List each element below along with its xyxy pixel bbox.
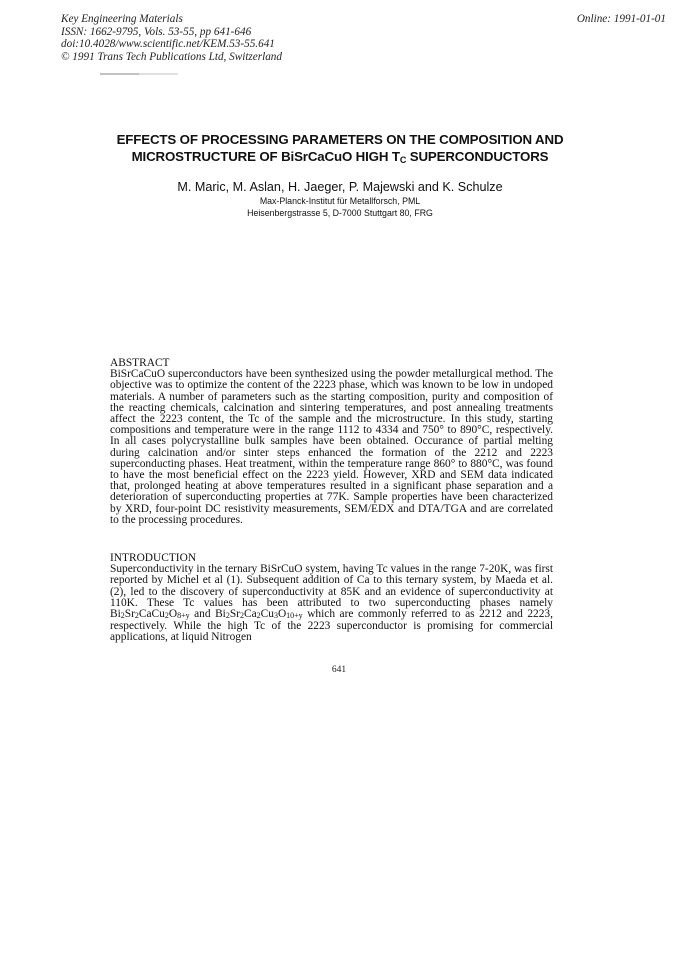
introduction-heading: INTRODUCTION — [110, 552, 197, 564]
doi-link[interactable]: doi:10.4028/www.scientific.net/KEM.53-55.641 — [61, 38, 275, 51]
introduction-text — [110, 564, 553, 643]
title-line-2 — [70, 149, 610, 169]
journal-header — [61, 13, 282, 63]
intro-text-3: which are commonly referred to as 2212 and 2223, respectively. While the high Tc of the 2223 superconductor is promising for commercial applications, at liquid Nitrogen — [110, 608, 553, 644]
authors: M. Maric, M. Aslan, H. Jaeger, P. Majewski and K. Schulze — [177, 180, 503, 194]
affiliation-line-1: Max-Planck-Institut für Metallforsch, PML — [259, 196, 421, 206]
copyright-line: © 1991 Trans Tech Publications Ltd, Switzerland — [61, 50, 282, 63]
formula-2212: $Bi_2Sr_2CaCu_2O_{8+y}$ — [110, 608, 190, 621]
abstract-heading: ABSTRACT — [110, 357, 170, 369]
page-number: 641 — [331, 665, 347, 675]
title-line-1: EFFECTS OF PROCESSING PARAMETERS ON THE COMPOSITION AND — [116, 132, 564, 147]
journal-name: Key Engineering Materials — [61, 13, 183, 25]
formula-2223: $Bi_2Sr_2Ca_2Cu_3O_{10+y}$ — [215, 608, 303, 621]
intro-text-2: and — [189, 608, 216, 621]
online-date: Online: 1991-01-01 — [576, 13, 666, 25]
abstract-section — [110, 358, 553, 526]
title-line-2-end: SUPERCONDUCTORS — [406, 148, 549, 164]
title-line-2-start: MICROSTRUCTURE OF BiSrCaCuO HIGH T — [131, 148, 400, 164]
scan-artifact — [100, 73, 178, 75]
intro-text-1: Superconductivity in the ternary BiSrCuO system, having Tc values in the range 7-20K, was first reported by Michel et al (1). Subsequent addition of Ca to this ternary system, by Maeda et al. (2), led to the discovery of superconductivity at 85K and an evidence of superconductivity at 110K. These Tc values has been attributed to two superconducting phases namely — [110, 563, 553, 609]
abstract-text: BiSrCaCuO superconductors have been synthesized using the powder metallurgical method. The objective was to optimize the content of the 2223 phase, which was known to be low in undoped materials. A number of parameters such as the starting composition, purity and composition of the reacting chemicals, calcination and sintering temperatures, and post annealing treatments affect the 2223 content, the Tc of the sample and the microstructure. In this study, starting compositions and temperature were in the range 1112 to 4334 and 750° to 890°C, respectively. In all cases polycrystalline bulk samples have been obtained. Occurance of partial melting during calcination and/or sinter steps enhanced the formation of the 2212 and 2223 superconducting phases. Heat treatment, within the temperature range 860° to 880°C, was found to have the most beneficial effect on the 2223 yield. However, XRD and SEM data indicated that, prolonged heating at above temperatures resulted in a significant phase separation and a deterioration of superconducting properties at 77K. Sample properties have been characterized by XRD, four-point DC resistivity measurements, SEM/EDX and DTA/TGA and are correlated to the processing procedures. — [110, 368, 553, 526]
affiliation — [70, 196, 610, 219]
paper-title — [70, 132, 610, 168]
introduction-section — [110, 553, 553, 644]
title-subscript: C — [399, 154, 407, 165]
affiliation-line-2: Heisenbergstrasse 5, D-7000 Stuttgart 80, FRG — [247, 207, 433, 218]
issn-line: ISSN: 1662-9795, Vols. 53-55, pp 641-646 — [61, 25, 252, 38]
